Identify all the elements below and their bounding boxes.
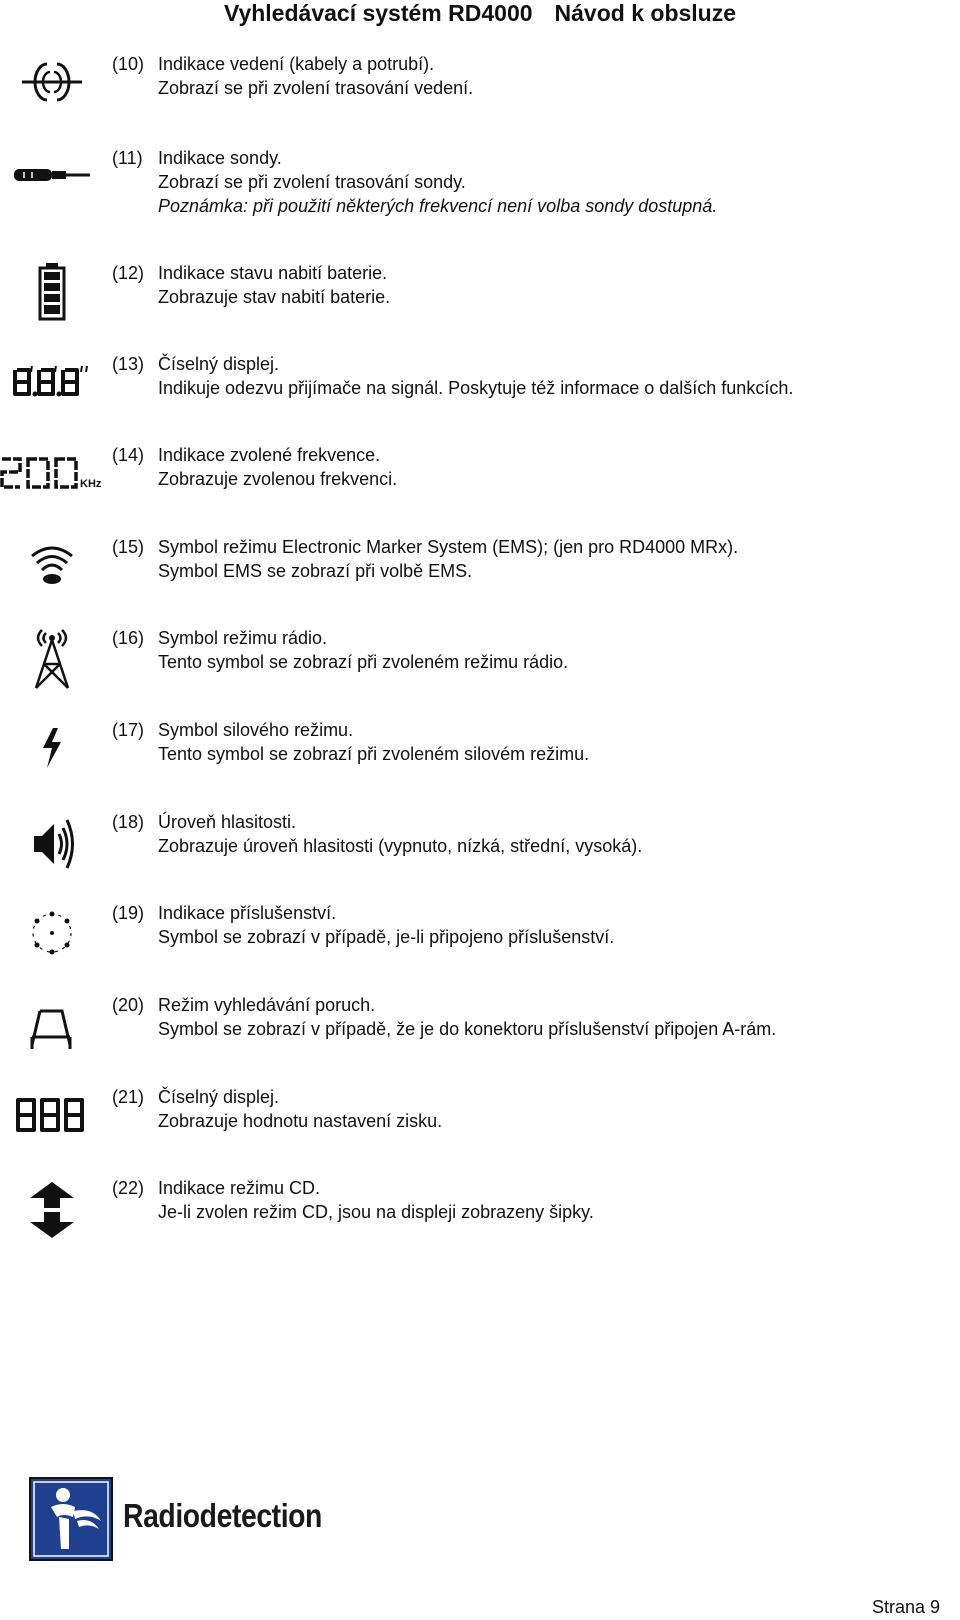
entry-number: (22) [112,1178,145,1198]
entry-description: Tento symbol se zobrazí při zvoleném silovém režimu. [158,744,590,764]
entry-description: Tento symbol se zobrazí při zvoleném režimu rádio. [158,652,569,672]
entry-number: (19) [112,903,145,923]
entry-title: Symbol silového režimu. [158,720,354,740]
entry-12 [0,261,960,321]
entry-description: Zobrazí se při zvolení trasování sondy. [158,172,466,192]
entry-number: (20) [112,995,145,1015]
entry-description: Zobrazí se při zvolení trasování vedení. [158,78,474,98]
entry-number: (21) [112,1087,145,1107]
entry-title: Symbol režimu rádio. [158,628,328,648]
numeric-display-icon [0,346,104,418]
entry-title: Číselný displej. [158,1087,280,1107]
entry-19 [0,901,960,961]
frequency-unit: KHz [80,478,102,490]
entry-number: (15) [112,537,145,557]
entry-22 [0,1176,960,1236]
logo-text: Radiodetection [123,1497,322,1534]
battery-icon [0,255,104,327]
entry-title: Indikace stavu nabití baterie. [158,263,388,283]
entry-description: Zobrazuje hodnotu nastavení zisku. [158,1111,443,1131]
entry-title: Symbol režimu Electronic Marker System (EMS); (jen pro RD4000 MRx). [158,537,739,557]
entry-description: Indikuje odezvu přijímače na signál. Poskytuje též informace o dalších funkcích. [158,378,794,398]
entry-title: Číselný displej. [158,354,280,374]
entry-number: (16) [112,628,145,648]
entry-description: Zobrazuje zvolenou frekvenci. [158,469,398,489]
entry-title: Indikace zvolené frekvence. [158,445,381,465]
cd-arrows-icon [0,1174,104,1246]
entry-number: (11) [112,148,143,168]
entry-number: (12) [112,263,145,283]
ems-icon [0,529,104,601]
sonde-icon [0,140,104,212]
document-subtitle: Návod k obsluze [554,0,737,26]
entry-21 [0,1085,960,1145]
entry-title: Indikace příslušenství. [158,903,337,923]
entry-title: Úroveň hlasitosti. [158,812,297,832]
a-frame-icon [0,993,104,1065]
document-title: Vyhledávací systém RD4000 [223,0,533,26]
entry-description: Zobrazuje stav nabití baterie. [158,287,391,307]
entry-16 [0,626,960,686]
entry-description: Symbol se zobrazí v případě, je-li připojeno příslušenství. [158,927,615,947]
power-lightning-icon [0,712,104,784]
entry-description: Zobrazuje úroveň hlasitosti (vypnuto, nízká, střední, vysoká). [158,836,643,856]
entry-number: (14) [112,445,145,465]
line-tracing-icon [0,46,104,118]
entry-title: Režim vyhledávání poruch. [158,995,376,1015]
entry-18 [0,810,960,870]
entry-15 [0,535,960,595]
entry-number: (17) [112,720,145,740]
entry-20 [0,993,960,1053]
radio-tower-icon [0,622,104,694]
entry-10 [0,52,960,112]
radiodetection-logo [29,1477,359,1561]
entry-note: Poznámka: při použití některých frekvencí není volba sondy dostupná. [158,196,718,216]
entry-title: Indikace sondy. [158,148,282,168]
entry-number: (18) [112,812,145,832]
entry-number: (10) [112,54,145,74]
entry-14 [0,443,960,503]
logo-mark-icon [29,1477,113,1561]
frequency-display-icon [0,437,104,509]
entry-11 [0,146,960,216]
page-header [0,0,960,26]
volume-icon [0,808,104,880]
accessory-icon [0,897,104,969]
entry-description: Je-li zvolen režim CD, jsou na displeji zobrazeny šipky. [158,1202,594,1222]
entry-title: Indikace vedení (kabely a potrubí). [158,54,435,74]
entry-13 [0,352,960,412]
entry-17 [0,718,960,778]
gain-display-icon [0,1079,104,1151]
entry-description: Symbol se zobrazí v případě, že je do konektoru příslušenství připojen A-rám. [158,1019,777,1039]
entry-description: Symbol EMS se zobrazí při volbě EMS. [158,561,473,581]
page-number: Strana 9 [871,1597,940,1617]
entry-number: (13) [112,354,145,374]
entry-title: Indikace režimu CD. [158,1178,321,1198]
